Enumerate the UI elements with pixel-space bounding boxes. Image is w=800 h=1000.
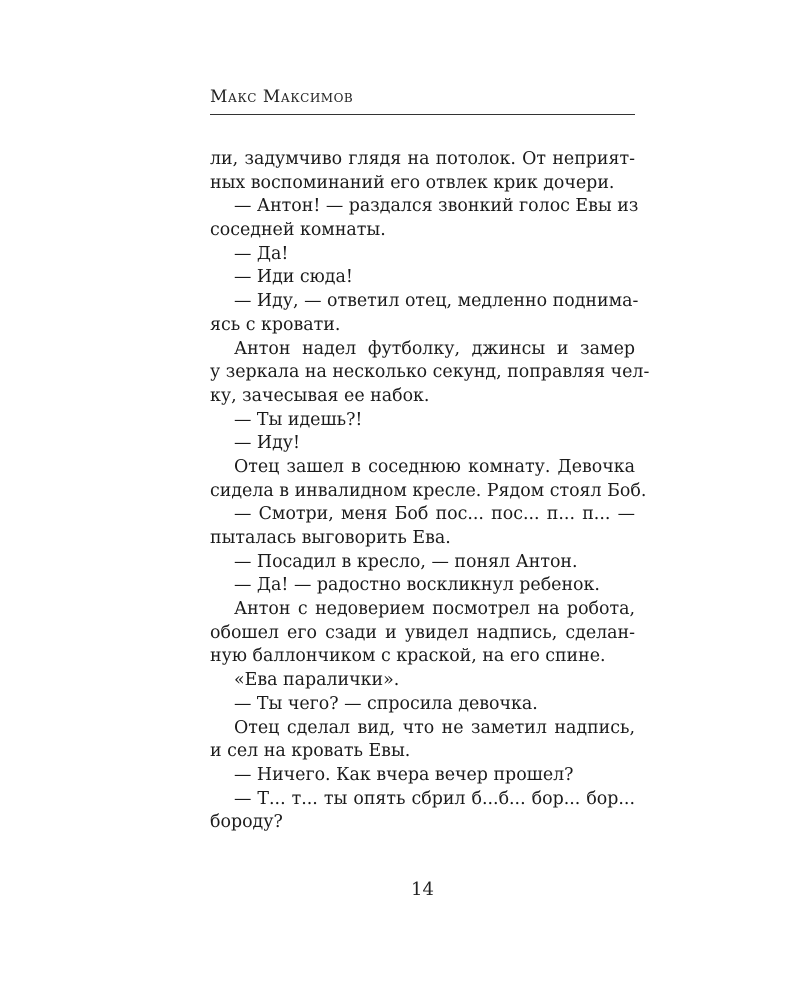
text-line: ку, зачесывая ее набок. [210,385,430,406]
header-rule [210,114,635,115]
text-line: сидела в инвалидном кресле. Рядом стоял Боб. [210,480,647,501]
text-line: ную баллончиком с краской, на его спине. [210,646,606,667]
text-line: соседней комнаты. [210,220,386,241]
text-line: ли, задумчиво глядя на потолок. От неприят- [210,149,635,169]
text-line: у зеркала на несколько секунд, поправляя чел- [210,362,650,383]
page-number: 14 [411,879,434,900]
text-line: — Ничего. Как вчера вечер прошел? [234,764,574,785]
text-line: — Ты чего? — спросила девочка. [234,693,538,714]
text-line: — Смотри, меня Боб пос... пос... п... п... — [234,504,635,525]
text-line: — Иду! [234,433,301,454]
text-line: — Антон! — раздался звонкий голос Евы из [234,196,639,217]
text-line: — Ты идешь?! [234,409,363,430]
body-text [210,148,650,835]
text-line: бороду? [210,812,283,833]
text-line: — Иди сюда! [234,267,353,288]
text-line: — Т... т... ты опять сбрил б...б... бор... бор... [234,788,635,809]
text-line: — Посадил в кресло, — понял Антон. [234,551,578,572]
text-line: Отец зашел в соседнюю комнату. Девочка [234,456,635,477]
text-line: и сел на кровать Евы. [210,741,411,762]
text-line: Антон надел футболку, джинсы и замер [234,338,635,359]
text-line: ных воспоминаний его отвлек крик дочери. [210,172,615,193]
text-line: Отец сделал вид, что не заметил надпись, [234,717,635,738]
text-line: Антон с недоверием посмотрел на робота, [234,599,635,620]
text-line: пыталась выговорить Ева. [210,528,451,548]
text-line: ясь с кровати. [210,314,341,335]
running-header: Макс Максимов [210,87,354,107]
text-line: обошел его сзади и увидел надпись, сделан- [210,622,635,643]
text-line: — Да! — радостно воскликнул ребенок. [234,575,600,596]
text-line: — Да! [234,243,289,264]
text-line: «Ева паралички». [234,670,400,691]
text-line: — Иду, — ответил отец, медленно поднима- [234,291,639,312]
